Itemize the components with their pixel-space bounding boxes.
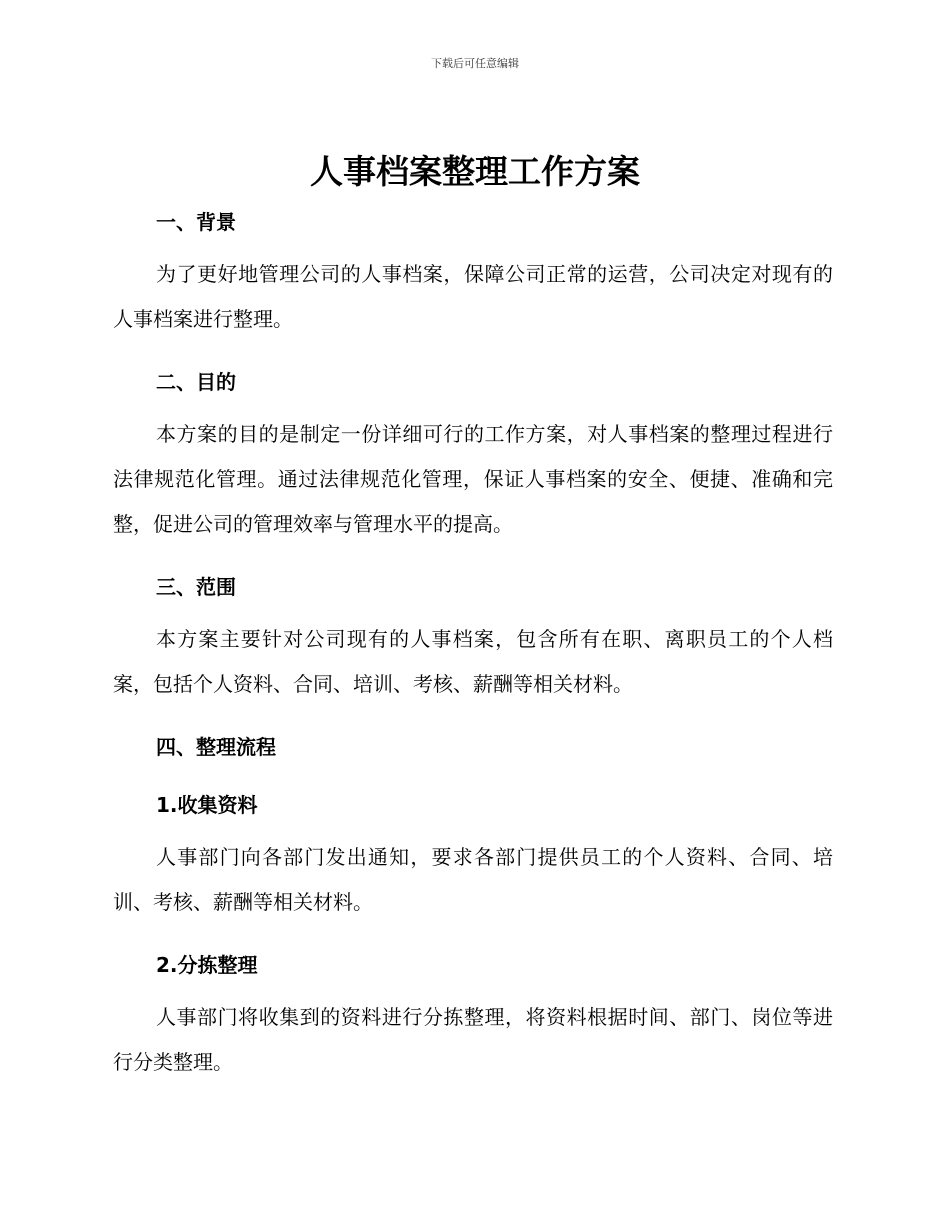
- section-heading-purpose: 二、目的: [156, 370, 236, 394]
- document-body: [113, 204, 833, 1085]
- section-heading-process: 四、整理流程: [156, 735, 276, 759]
- header-note: 下载后可任意编辑: [431, 57, 519, 70]
- section-heading-scope: 三、范围: [156, 575, 236, 599]
- subsection-heading-sort: 2.分拣整理: [156, 953, 258, 977]
- subsection-text-collect: 人事部门向各部门发出通知，要求各部门提供员工的个人资料、合同、培训、考核、薪酬等相关材料。: [113, 845, 833, 914]
- section-heading-background: 一、背景: [156, 210, 236, 234]
- section-text-scope: 本方案主要针对公司现有的人事档案，包含所有在职、离职员工的个人档案，包括个人资料、合同、培训、考核、薪酬等相关材料。: [113, 627, 833, 696]
- document-title: 人事档案整理工作方案: [310, 152, 640, 191]
- section-text-purpose: 本方案的目的是制定一份详细可行的工作方案，对人事档案的整理过程进行法律规范化管理。通过法律规范化管理，保证人事档案的安全、便捷、准确和完整，促进公司的管理效率与管理水平的提高。: [113, 422, 833, 536]
- section-text-background: 为了更好地管理公司的人事档案，保障公司正常的运营，公司决定对现有的人事档案进行整理。: [113, 262, 833, 331]
- subsection-heading-collect: 1.收集资料: [156, 793, 258, 817]
- subsection-text-sort: 人事部门将收集到的资料进行分拣整理，将资料根据时间、部门、岗位等进行分类整理。: [113, 1005, 833, 1074]
